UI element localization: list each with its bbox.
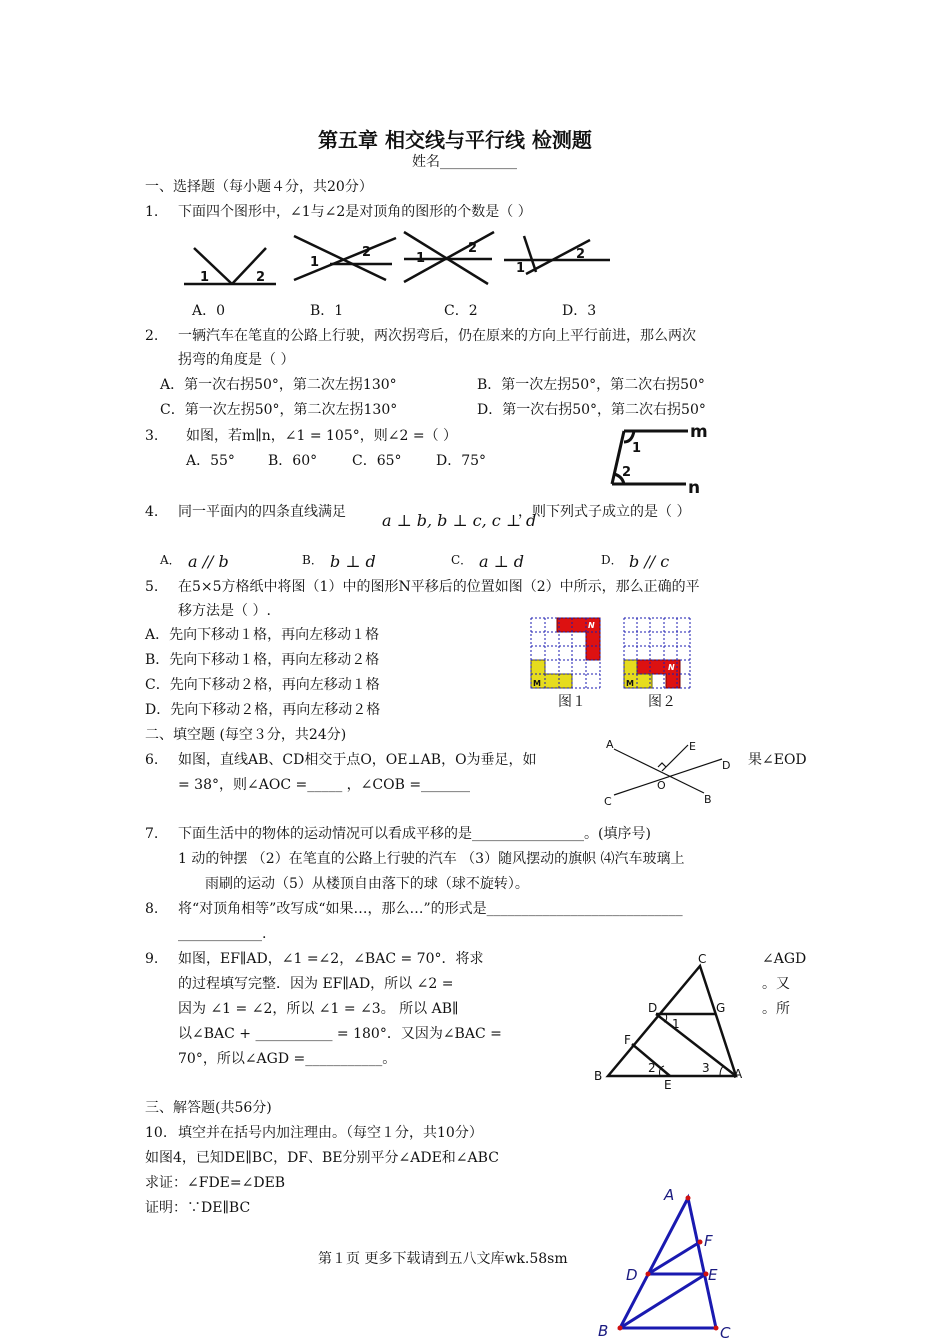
- q5-fig2-label-m: M: [626, 679, 634, 688]
- q3-label-2: 2: [622, 465, 632, 480]
- q4-option-c-expr: a ⊥ d: [479, 552, 524, 571]
- q1-fig-a-label1: 1: [200, 270, 210, 285]
- q1-fig-c-label1: 1: [416, 251, 426, 266]
- q5-line2: 移方法是（ ）.: [178, 603, 271, 619]
- q9-label-d: D: [648, 1001, 658, 1015]
- q5-grid-2: [624, 618, 690, 688]
- q5-fig2-label-n: N: [668, 663, 675, 672]
- q8-line2: ____________.: [178, 926, 267, 942]
- q6-label-c: C: [604, 795, 612, 808]
- q6-label-d: D: [722, 759, 731, 772]
- q6-right-angle: [658, 763, 666, 767]
- q4-option-b-label: B．: [302, 553, 323, 567]
- q1-option-d: D．3: [562, 303, 597, 319]
- q4-text-b: ，则下列式子成立的是（ ）: [518, 504, 691, 520]
- q3-label-1: 1: [632, 441, 642, 456]
- q6-line-oe: [662, 745, 688, 771]
- page-title: 第五章 相交线与平行线 检测题: [318, 128, 592, 152]
- q9-label-c: C: [698, 952, 707, 966]
- q9-line1: 如图，EF∥AD，∠1 =∠2，∠BAC = 70°．将求: [178, 951, 484, 967]
- q5-fig1-caption: 图１: [558, 694, 586, 710]
- q1-option-b: B．1: [310, 303, 344, 319]
- q9-figure: [590, 950, 750, 1092]
- q1-fig-d-line2: [524, 236, 536, 272]
- name-line: 姓名___________: [412, 154, 517, 170]
- q1-fig-a-label2: 2: [256, 270, 266, 285]
- q4-option-a-label: A．: [160, 553, 181, 567]
- q2-option-a: A．第一次右拐50°，第二次左拐130°: [160, 377, 397, 393]
- q4-text-a: 同一平面内的四条直线满足: [178, 504, 346, 520]
- q5-fig1-label-m: M: [533, 679, 541, 688]
- q4-option-d-expr: b // c: [629, 552, 670, 571]
- q1-option-a: A．0: [192, 303, 226, 319]
- q10-line1: 填空并在括号内加注理由。（每空１分，共10分）: [178, 1125, 483, 1141]
- q3-option-b: B．60°: [268, 453, 318, 469]
- q9-line-ad: [656, 1014, 736, 1076]
- q7-line1: 下面生活中的物体的运动情况可以看成平移的是________________。(填序号): [178, 826, 651, 842]
- q2-line1: 一辆汽车在笔直的公路上行驶，两次拐弯后，仍在原来的方向上平行前进，那么两次: [178, 328, 696, 344]
- q9-right-2: 。又: [762, 976, 790, 992]
- q1-number: 1.: [145, 204, 159, 220]
- q2-option-c: C．第一次左拐50°，第二次左拐130°: [160, 402, 398, 418]
- q10-figure: [596, 1182, 746, 1344]
- q9-line5: 70°，所以∠AGD =___________。: [178, 1051, 397, 1067]
- q9-label-f: F: [624, 1033, 631, 1047]
- q5-figures: [528, 612, 698, 712]
- q9-label-g: G: [716, 1001, 726, 1015]
- q1-fig-d-label1: 1: [516, 261, 526, 276]
- q5-option-a: A．先向下移动１格，再向左移动１格: [145, 627, 380, 643]
- q3-number: 3.: [145, 428, 159, 444]
- q10-point-f: [698, 1240, 703, 1245]
- q1-fig-c-label2: 2: [468, 241, 478, 256]
- q5-option-c: C．先向下移动２格，再向左移动１格: [145, 677, 380, 693]
- q6-label-o: O: [657, 779, 666, 792]
- q10-label-d: D: [626, 1266, 638, 1284]
- q10-label-c: C: [720, 1324, 731, 1342]
- q2-option-d: D．第一次右拐50°，第二次右拐50°: [477, 402, 706, 418]
- q6-line1-end: 果∠EOD: [748, 752, 807, 768]
- q4-formula: a ⊥ b, b ⊥ c, c ⊥ d: [382, 511, 537, 530]
- q9-line3: 因为 ∠1 = ∠2，所以 ∠1 = ∠3。 所以 AB∥: [178, 1001, 459, 1017]
- q2-number: 2.: [145, 328, 159, 344]
- q5-fig1-label-n: N: [588, 621, 595, 630]
- q9-line4: 以∠BAC + ___________ = 180°．又因为∠BAC =: [178, 1026, 502, 1042]
- q10-label-b: B: [598, 1322, 609, 1340]
- section-fill-heading: 二、填空题 (每空３分，共24分): [145, 727, 347, 743]
- q4-option-a-expr: a // b: [188, 552, 229, 571]
- q10-point-b: [618, 1326, 623, 1331]
- q10-label-a: A: [664, 1186, 675, 1204]
- q7-line2: 1 动的钟摆 （2）在笔直的公路上行驶的汽车 （3）随风摆动的旗帜 ⑷汽车玻璃上: [178, 851, 685, 867]
- q9-label-b: B: [594, 1069, 603, 1083]
- q5-line1: 在5×5方格纸中将图（1）中的图形N平移后的位置如图（2）中所示，那么正确的平: [178, 579, 700, 595]
- q9-label-1: 1: [672, 1017, 680, 1031]
- q9-right-1: ∠AGD: [762, 951, 807, 967]
- q5-fig2-caption: 图２: [648, 694, 676, 710]
- q6-line1: 如图，直线AB、CD相交于点O，OE⊥AB，O为垂足，如: [178, 752, 537, 768]
- q10-point-c: [714, 1326, 719, 1331]
- q9-line2: 的过程填写完整．因为 EF∥AD，所以 ∠2 =: [178, 976, 454, 992]
- q2-line2: 拐弯的角度是（ ）: [178, 352, 295, 368]
- q5-number: 5.: [145, 579, 159, 595]
- q10-label-e: E: [708, 1266, 718, 1284]
- q10-number: 10.: [145, 1125, 168, 1141]
- q10-line2: 如图4，已知DE∥BC，DF、BE分别平分∠ADE和∠ABC: [145, 1150, 499, 1166]
- q8-number: 8.: [145, 901, 159, 917]
- q1-fig-b-label1: 1: [310, 255, 320, 270]
- q3-option-c: C．65°: [352, 453, 402, 469]
- q9-right-3: 。所: [762, 1001, 790, 1017]
- q9-label-3: 3: [702, 1061, 710, 1075]
- q6-line2: = 38°，则∠AOC =_____ ，∠COB =_______: [178, 777, 471, 793]
- q2-option-b: B．第一次左拐50°，第二次右拐50°: [477, 377, 705, 393]
- q1-text: 下面四个图形中，∠1与∠2是对顶角的图形的个数是（ ）: [178, 204, 532, 220]
- q8-line1: 将“对顶角相等”改写成“如果…，那么…”的形式是____________________________: [178, 901, 683, 917]
- q1-fig-b-label2: 2: [362, 245, 372, 260]
- q7-line3: 雨刷的运动（5）从楼顶自由落下的球（球不旋转）。: [205, 876, 529, 892]
- q5-option-b: B．先向下移动１格，再向左移动２格: [145, 652, 380, 668]
- q6-figure: [600, 735, 750, 807]
- q10-point-a: [686, 1196, 691, 1201]
- section-answer-heading: 三、解答题(共56分): [145, 1100, 272, 1116]
- q4-number: 4.: [145, 504, 159, 520]
- q10-label-f: F: [704, 1232, 713, 1250]
- q1-fig-d-label2: 2: [576, 247, 586, 262]
- q3-text: 如图，若m∥n，∠1 = 105°，则∠2 =（ ）: [186, 428, 458, 444]
- q9-number: 9.: [145, 951, 159, 967]
- section-choice-heading: 一、选择题（每小题４分，共20分）: [145, 179, 373, 195]
- q3-label-n: n: [688, 478, 701, 498]
- q3-option-a: A．55°: [186, 453, 235, 469]
- q9-label-e: E: [664, 1078, 672, 1092]
- q3-figure: [600, 420, 710, 498]
- page-footer: 第１页 更多下载请到五八文库wk.58sm: [318, 1251, 568, 1267]
- q6-number: 6.: [145, 752, 159, 768]
- q4-option-b-expr: b ⊥ d: [330, 552, 376, 571]
- q10-line4: 证明：∵DE∥BC: [145, 1200, 251, 1216]
- q6-label-e: E: [689, 740, 696, 753]
- q4-option-d-label: D．: [601, 553, 623, 567]
- q7-number: 7.: [145, 826, 159, 842]
- q6-label-b: B: [704, 793, 712, 806]
- q5-option-d: D．先向下移动２格，再向左移动２格: [145, 702, 381, 718]
- q4-option-c-label: C．: [451, 553, 473, 567]
- q3-option-d: D．75°: [436, 453, 487, 469]
- q1-option-c: C．2: [444, 303, 478, 319]
- q10-point-d: [646, 1272, 651, 1277]
- q6-label-a: A: [606, 738, 614, 751]
- q9-label-2: 2: [648, 1061, 656, 1075]
- q9-label-a: A: [734, 1067, 743, 1081]
- q10-line3: 求证：∠FDE=∠DEB: [145, 1175, 286, 1191]
- q1-figures: [180, 226, 620, 296]
- q3-label-m: m: [690, 422, 708, 442]
